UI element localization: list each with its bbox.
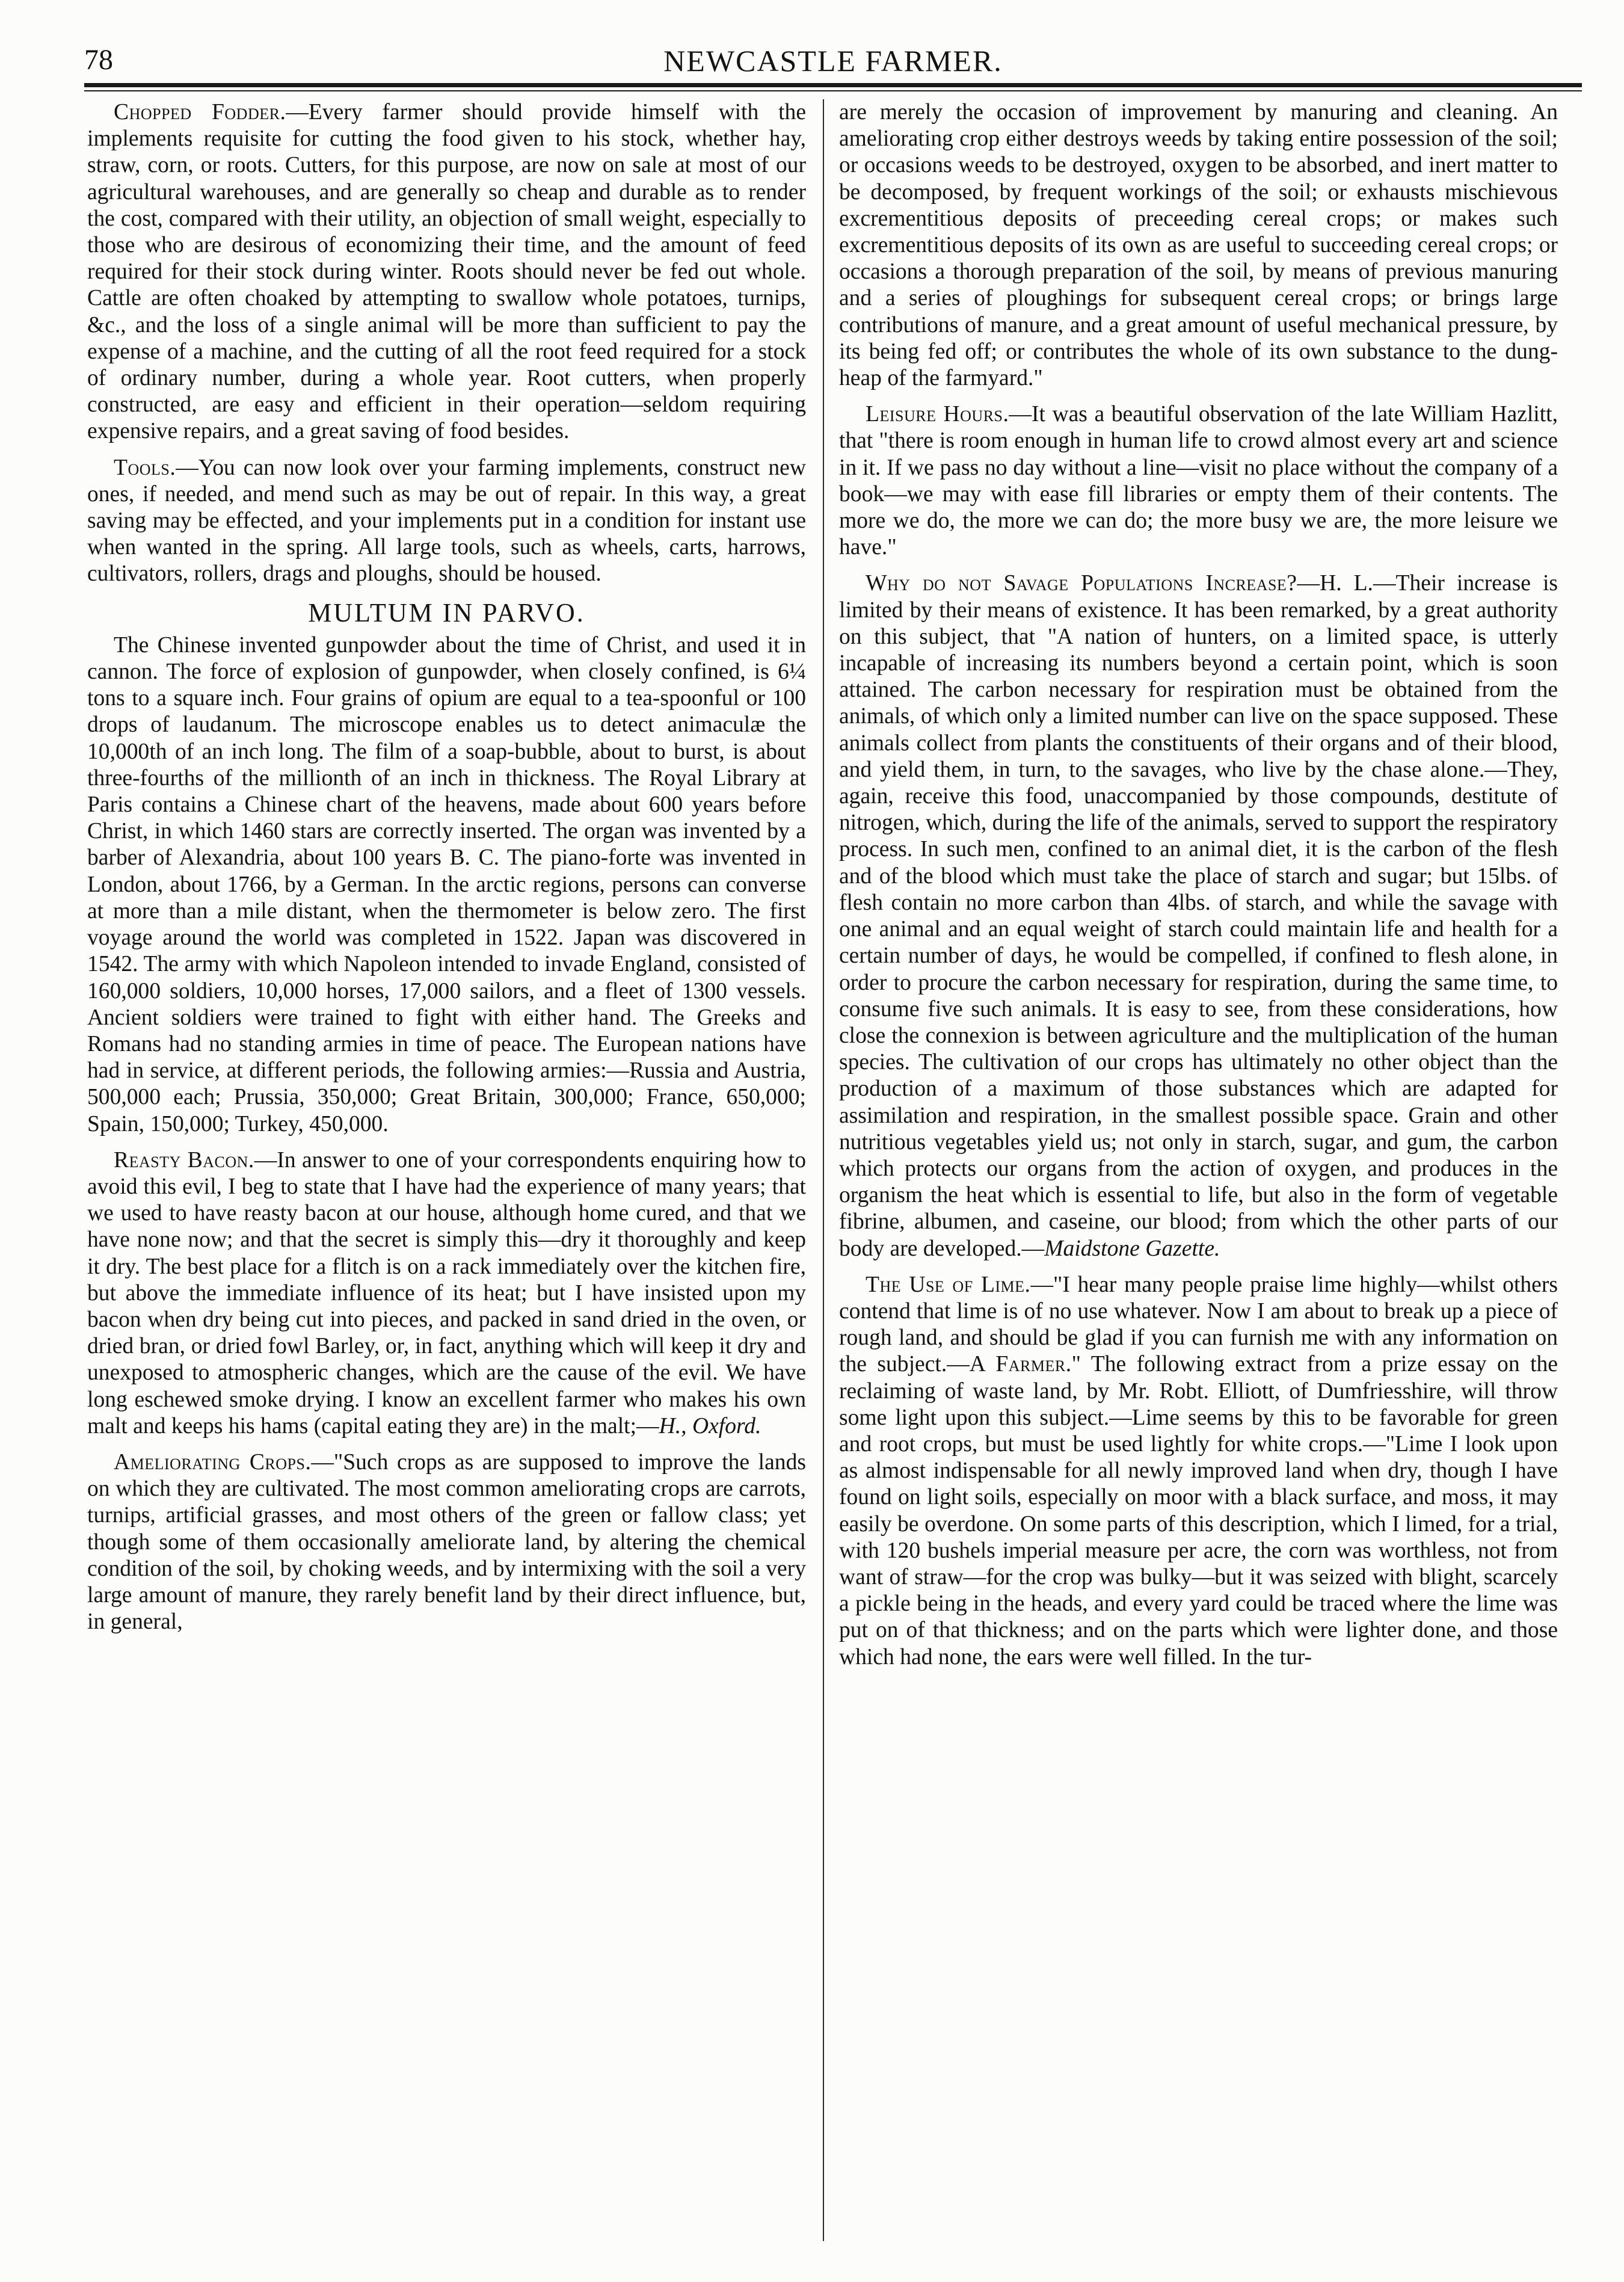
article-leisure-hours (839, 401, 1558, 561)
article-multum-in-parvo: The Chinese invented gunpowder about the time of Christ, and used it in cannon. The force of explosion of gunpowder, when closely confined, is 6¼ tons to a square inch. Four grains of opium are equal to a tea-spoonful or 100 drops of laudanum. The microscope enables us to detect animaculæ the 10,000th of an inch long. The film of a soap-bubble, about to burst, is about three-fourths of the millionth of an inch in thickness. The Royal Library at Paris contains a Chinese chart of the heavens, made about 600 years before Christ, in which 1460 stars are correctly inserted. The organ was invented by a barber of Alexandria, about 100 years B. C. The piano-forte was invented in London, about 1766, by a German. In the arctic regions, persons can converse at more than a mile distant, when the thermometer is below zero. The first voyage around the world was completed in 1522. Japan was discovered in 1542. The army with which Napoleon intended to invade England, consisted of 160,000 soldiers, 10,000 horses, 17,000 sailors, and a fleet of 1300 vessels. Ancient soldiers were trained to fight with either hand. The Greeks and Romans had no standing armies in time of peace. The European nations have had in service, at different periods, the following armies:—Russia and Austria, 500,000 each; Prussia, 350,000; Great Britain, 300,000; France, 650,000; Spain, 150,000; Turkey, 450,000. (87, 632, 806, 1136)
article-tools (87, 455, 806, 588)
article-heading: Reasty Bacon. (114, 1147, 254, 1173)
article-heading: Chopped Fodder. (114, 100, 286, 125)
article-text: —"Such crops as are supposed to improve the lands on which they are cultivated. The most common ameliorating crops are carrots, turnips, artificial grasses, and most others of the green or fallow class; yet though some of them occasionally ameliorate land, by altering the chemical condition of the soil, by choking weeds, and by intermixing with the soil a very large amount of manure, they rarely benefit land by their direct influence, but, in general, (87, 1449, 806, 1635)
article-signature: H., Oxford. (659, 1413, 761, 1439)
header-rule (84, 83, 1582, 87)
section-heading: MULTUM IN PARVO. (308, 597, 585, 628)
article-heading: Ameliorating Crops. (114, 1449, 312, 1475)
article-text: —Every farmer should provide himself with the implements requisite for cutting the food given to his stock, whether hay, straw, corn, or roots. Cutters, for this purpose, are now on sale at most of our agricultural warehouses, and are generally so cheap and durable as to render the cost, compared with their utility, an objection of small weight, especially to those who are desirous of economizing their time, and the amount of feed required for their stock during winter. Roots should never be fed out whole. Cattle are often choaked by attempting to swallow whole potatoes, turnips, &c., and the loss of a single animal will be more than sufficient to pay the expense of a machine, and the cutting of all the root feed required for a stock of ordinary number, during a whole year. Root cutters, when properly constructed, are easy and efficient in their operation—seldom requiring expensive repairs, and a great saving of food besides. (87, 100, 806, 444)
article-ameliorating-crops (87, 1449, 806, 1635)
article-heading: Leisure Hours. (866, 402, 1009, 427)
page-number: 78 (84, 44, 113, 76)
article-heading: The Use of Lime. (866, 1272, 1031, 1297)
article-heading: Tools. (114, 455, 176, 480)
article-text: —H. L.—Their increase is limited by their means of existence. It has been remarked, by a great authority on this subject, that "A nation of hunters, on a limited space, is utterly incapable of increasing its numbers beyond a certain point, which is soon attained. The carbon necessary for respiration must be obtained from the animals, of which only a limited number can live on the space supposed. These animals collect from plants the constituents of their organs and of their blood, and yield them, in turn, to the savages, who live by the chase alone.—They, again, receive this food, unaccompanied by those compounds, destitute of nitrogen, which, during the life of the animals, served to support the respiratory process. In such men, confined to an animal diet, it is the carbon of the flesh and of the blood which must take the place of starch and sugar; but 15lbs. of flesh contain no more carbon than 4lbs. of starch, and while the savage with one animal and an equal weight of starch could maintain life and health for a certain number of days, he would be compelled, if confined to flesh alone, in order to procure the carbon necessary for respiration, during the same time, to consume five such animals. It is easy to see, from these considerations, how close the connexion is between agriculture and the multiplication of the human species. The cultivation of our crops has ultimately no other object than the production of a maximum of those substances which are adapted for assimilation and respiration, in the smallest possible space. Grain and other nutritious vegetables yield us; not only in starch, sugar, and gum, the carbon which protects our organs from the action of oxygen, and produces in the organism the heat which is essential to life, but also in the form of vegetable fibrine, albumen, and caseine, our blood; from which the other parts of our body are developed.— (839, 571, 1558, 1261)
article-text: —You can now look over your farming implements, construct new ones, if needed, and mend such as may be out of repair. In this way, a great saving may be effected, and your implements put in a condition for instant use when wanted in the spring. All large tools, such as wheels, carts, harrows, cultivators, rollers, drags and ploughs, should be housed. (87, 455, 806, 587)
article-ameliorating-crops-continued: are merely the occasion of improvement by manuring and cleaning. An ameliorating crop either destroys weeds by taking entire possession of the soil; or occasions weeds to be destroyed, oxygen to be absorbed, and inert matter to be decomposed, by frequent workings of the soil; or exhausts mischievous excrementitious deposits of preceeding cereal crops; or makes such excrementitious deposits of its own as are useful to succeeding cereal crops; or occasions a thorough preparation of the soil, by means of previous manuring and a series of ploughings for subsequent cereal crops; or brings large contributions of manure, and a great amount of useful mechanical pressure, by its being fed off; or contributes the whole of its own substance to the dung-heap of the farmyard." (839, 100, 1558, 391)
page-header (84, 30, 1582, 90)
column-divider (823, 99, 824, 2241)
article-chopped-fodder (87, 99, 806, 445)
article-heading: Why do not Savage Populations Increase? (866, 571, 1297, 596)
article-reasty-bacon (87, 1147, 806, 1440)
right-column (839, 99, 1558, 2241)
article-savage-populations (839, 570, 1558, 1262)
article-text: —In answer to one of your correspondents enquiring how to avoid this evil, I beg to state that I have had the experience of many years; that we used to have reasty bacon at our house, although home cured, and that we have none now; and that the secret is simply this—dry it thoroughly and keep it dry. The best place for a flitch is on a rack immediately over the kitchen fire, but above the immediate influence of its heat; but I have insisted upon my bacon when dry being cut into pieces, and packed in sand dried in the oven, or dried bran, or dried fowl Barley, or, in fact, anything which will keep it dry and unexposed to atmospheric changes, which are the cause of the evil. We have long eschewed smoke drying. I know an excellent farmer who makes his own malt and keeps his hams (capital eating they are) in the malt;— (87, 1147, 806, 1439)
article-text: —It was a beautiful observation of the late William Hazlitt, that "there is room enough in human life to crowd almost every art and science in it. If we pass no day without a line—visit no place without the company of a book—we may with ease fill libraries or empty them of their contents. The more we do, the more we can do; the more busy we are, the more leisure we have." (839, 402, 1558, 560)
article-text: —"I hear many people praise lime highly—whilst others contend that lime is of no use whatever. Now I am about to break up a piece of rough land, and should be glad if you can furnish me with any information on the subject.— (839, 1272, 1558, 1377)
article-use-of-lime (839, 1272, 1558, 1671)
article-signature: A Farmer. (969, 1352, 1072, 1377)
article-text-continued: " The following extract from a prize essay on the reclaiming of waste land, by Mr. Robt. Elliott, of Dumfriesshire, will throw some light upon this subject.—Lime seems by this to be favorable for green and root crops, but must be used lightly for white crops.—"Lime I look upon as almost indispensable for all newly improved land when dry, though I have found on light soils, especially on moor with a black surface, and moss, it may easily be overdone. On some parts of this description, which I limed, for a trial, with 120 bushels imperial measure per acre, the corn was worthless, not from want of straw—for the crop was bulky—but it was seized with blight, scarcely a pickle being in the heads, and every yard could be traced where the lime was put on of that thickness; and on the parts which were lighter done, and those which had none, the ears were well filled. In the tur- (839, 1352, 1558, 1670)
header-rule-thin (84, 90, 1582, 91)
left-column (87, 99, 806, 2241)
article-source: Maidstone Gazette. (1044, 1236, 1220, 1261)
running-title: NEWCASTLE FARMER. (663, 44, 1003, 78)
